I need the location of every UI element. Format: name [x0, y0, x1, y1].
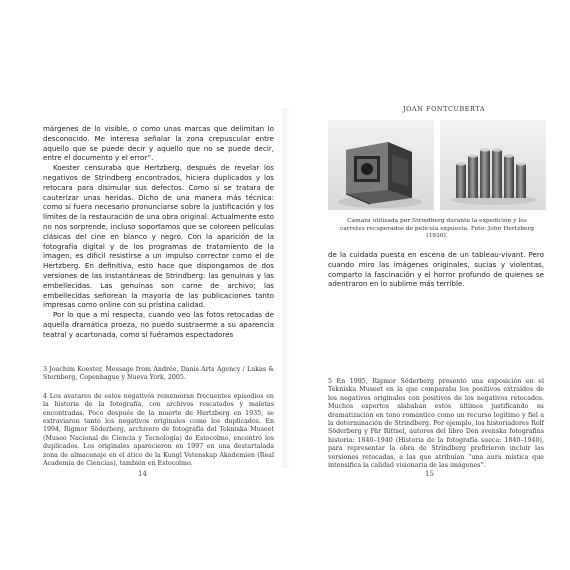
camera-image	[328, 120, 434, 210]
left-footnotes	[43, 366, 274, 472]
right-paragraph-1: de la cuidada puesta en escena de un tableau-vivant. Pero cuando miro las imágenes originales, sucias y violentas, comparto la fascinación y el horror profundo de quienes se adentraron en lo sublime más terrible.	[328, 250, 544, 289]
left-paragraph-3: Por lo que a mí respecta, cuando veo las fotos retocadas de aquella dramática proeza, no puedo sustraerme a su aparencia teatral y acartonada, como si fuéramos espectadores	[43, 310, 274, 339]
page-number-right: 15	[425, 470, 434, 478]
photo-camera	[328, 120, 434, 210]
photo-film-rolls	[440, 120, 546, 210]
footnote-5: 5 En 1995, Rigmor Söderberg presentó una exposición en el Tekniska Museet en la que comparaba los positivos extraídos de los negativos originales con positivos de los negativos retocados. Muchos expertos alababan estos últimos justificando su dramatización en tono romántico como un recurso legítimo y fiel a la determinación de Strindberg. Por ejemplo, los historiadores Rolf Söderberg y Pär Rittsel, autores del libro Den svenska fotografins historia: 1840–1940 (Historia de la fotografía sueca: 1840–1940), para representar la obra de Strindberg prefirieron incluir las versiones retocadas, a las que atribuían “una aura mística que intensifica la calidad visionaria de las imágenes”.	[328, 378, 544, 470]
footnote-4: 4 Los avatares de estos negativos rememoran frecuentes episodios en la historia de la fotografía, con archivos rescatados y maletas encontradas. Poco después de la muerte de Hertzberg en 1935, se extraviaron tanto los negativos originales como los duplicados. En 1994, Rigmor Söderberg, archivero de fotografía del Tekniska Museet (Museo Nacional de Ciencia y Tecnología) de Estocolmo, encontró los duplicados. Los originales aparecieron en 1997 en una destartalada zona de almacenaje en el ático de la Kungl Vetenskap Akademien (Real Academia de Ciencias), también en Estocolmo.	[43, 392, 274, 468]
right-body-text	[328, 250, 544, 289]
left-body-text	[43, 124, 274, 340]
left-paragraph-1: márgenes de lo visible, o como unas marcas que delimitan lo desconocido. Me interesa señalar la zona crepuscular entre aquello que se puede decir y aquello que no se puede decir, entre el documento y el error”.	[43, 124, 274, 163]
right-footnotes	[328, 378, 544, 474]
running-head: JOAN FONTCUBERTA	[403, 105, 486, 113]
page-number-left: 14	[138, 470, 147, 478]
left-paragraph-2: Koester censuraba que Hertzberg, después de revelar los negativos de Strindberg encontrados, hiciera duplicados y los retocara para disimular sus defectos. Como si se tratara de cauterizar unas heridas. Dicho de una manera más técnica: como si fuera necesario pronunciarse sobre la justificación y los límites de la restauración de una obra original. Actualmente esto no nos sorprende, incluso soportamos que se coloreen películas clásicas del cine en blanco y negro. Con la aparición de la fotografía digital y de los programas de tratamiento de la imagen, es difícil resistirse a un impulso corrector como el de Hertzberg. En definitiva, esto hace que dispongamos de dos versiones de las instantáneas de Strindberg: las genuinas y las embellecidas. Las genuinas son carne de archivo; las embellecidas señorean la mayoría de las publicaciones tanto impresas como online con su prístina calidad.	[43, 163, 274, 310]
photo-caption: Cámara utilizada por Strindberg durante la expedición y los carretes recuperados de película expuesta. Foto: John Hertzberg (1930).	[339, 218, 535, 240]
footnote-3: 3 Joachim Koester, Message from Andrée, Danis Arts Agency / Lukas & Sternberg, Copenhague y Nueva York, 2005.	[43, 366, 274, 382]
film-rolls-image	[440, 120, 546, 210]
right-page	[285, 0, 570, 570]
